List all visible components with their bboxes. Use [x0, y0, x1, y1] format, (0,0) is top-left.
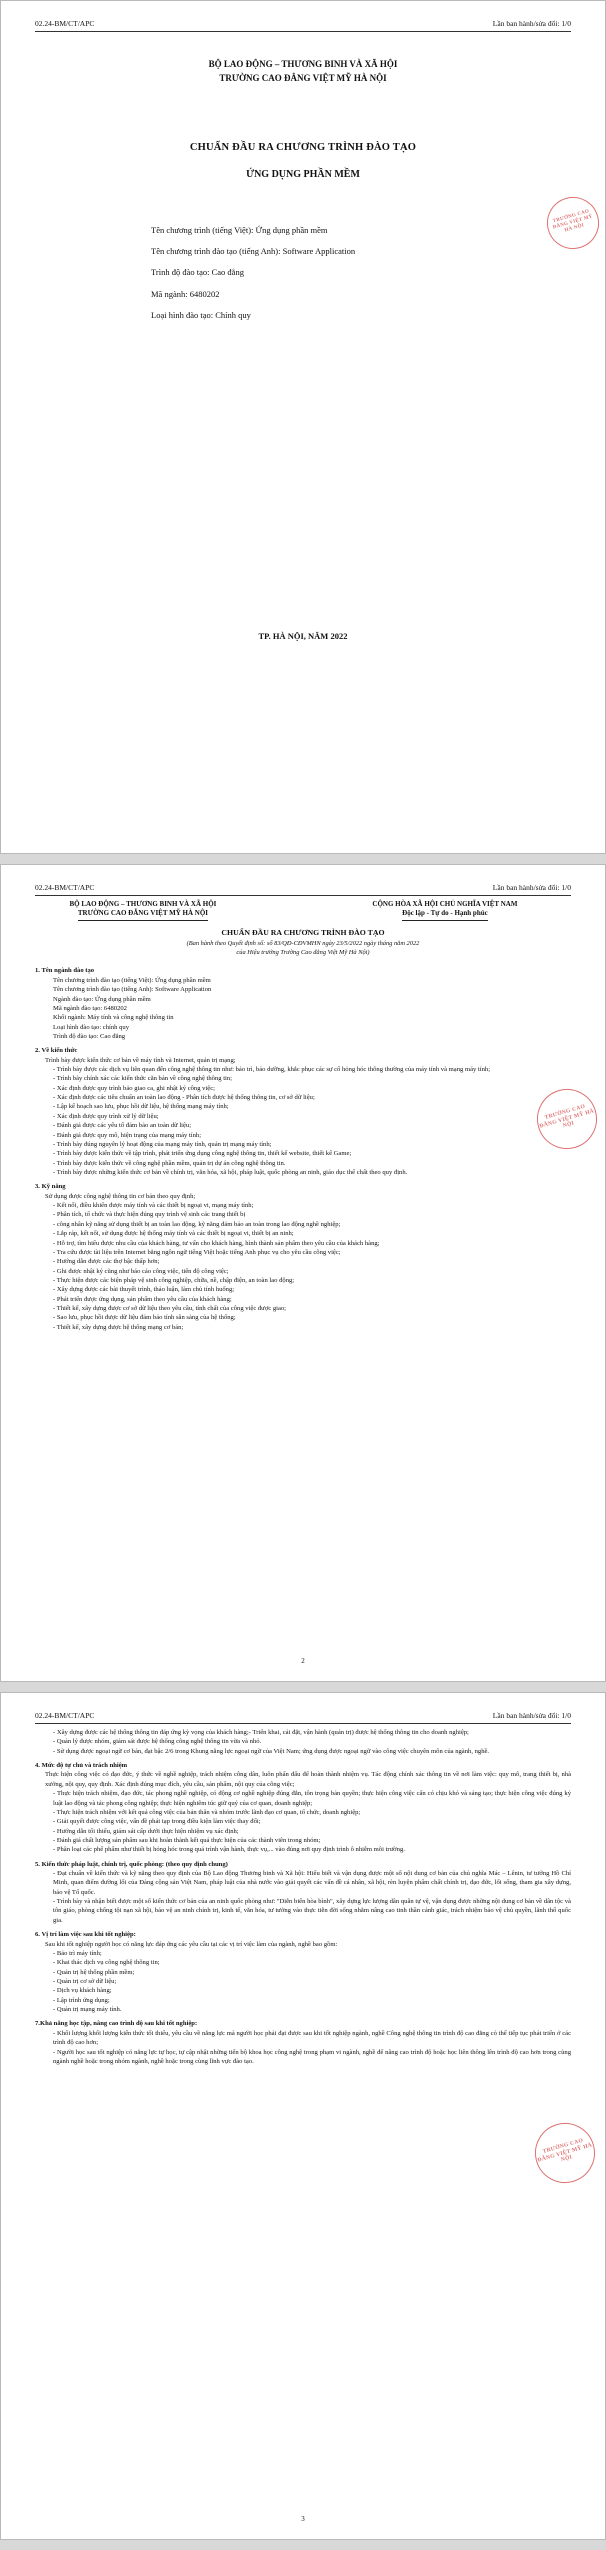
- document-page-1: [0, 0, 606, 854]
- national-motto: Độc lập - Tự do - Hạnh phúc: [402, 909, 488, 920]
- body-line: - Xây dựng được các bài thuyết trình, thảo luận, làm chủ tính huống;: [53, 1286, 235, 1294]
- field-level: Trình độ đào tạo: Cao đẳng: [151, 267, 244, 278]
- section-heading: 3. Kỹ năng: [35, 1183, 66, 1191]
- cover-subtitle: ỨNG DỤNG PHẦN MỀM: [246, 168, 360, 180]
- body-line: - Hướng dẫn tối thiểu, giám sát cấp dưới thực hiện nhiệm vụ xác định;: [53, 1827, 239, 1835]
- page-header: [1, 1711, 605, 1720]
- header-form-code: 02.24-BM/CT/APC: [35, 883, 95, 892]
- letterhead: [1, 900, 605, 921]
- page-number: 3: [301, 2515, 305, 2523]
- body-line: - công nhân kỹ năng sử dụng thiết bị an toàn lao động, kỹ năng đảm bảo an toàn trong lao động nghề nghiệp;: [53, 1220, 341, 1228]
- body-line: - Trình bày và nhận biết được một số kiến thức cơ bản của an ninh quốc phòng như: "Diễn biến hòa bình", xây dựng lực lượng dân quân tự vệ, vận dụng được những nội dung cơ bản về dân tộc và tôn giáo, phòng chống tội nạn xã hội, bảo vệ an ninh chính trị, kinh tế, văn hóa, tư tưởng vào thực tiễn đời sống nhằm nâng cao tinh thần cảnh giác, trách nhiệm bảo vệ chủ quyền, lãnh thổ quốc gia.: [53, 1898, 571, 1924]
- body-line: - Trình bày được kiến thức về tập trình, phát triển ứng dụng công nghệ thông tin, thiết kế website, thiết kế Game;: [53, 1150, 352, 1158]
- cover-footer: TP. HÀ NỘI, NĂM 2022: [258, 631, 348, 641]
- body-line: - Trình bày được các dịch vụ liên quan đến công nghệ thông tin như: bảo trì, bảo dưỡng, khắc phục các sự cố hỏng hóc thông thường của máy tính và mạng máy tính;: [53, 1066, 491, 1074]
- college-name: TRƯỜNG CAO ĐẲNG VIỆT MỸ HÀ NỘI: [78, 909, 208, 920]
- header-divider: [35, 31, 571, 32]
- body-line: - Quản trị hệ thống phần mềm;: [53, 1968, 135, 1976]
- body-line: - Trình bày được những kiến thức cơ bản về chính trị, văn hóa, xã hội, pháp luật, quốc phòng an ninh, giáo dục thể chất theo quy định.: [53, 1168, 408, 1176]
- seal-text: TRƯỜNG CAO ĐẲNG VIỆT MỸ HÀ NỘI: [552, 208, 594, 234]
- body-line: Sau khi tốt nghiệp người học có năng lực đáp ứng các yêu cầu tại các vị trí việc làm của ngành, nghề bao gồm:: [45, 1940, 338, 1948]
- body-line: Tên chương trình đào tạo (tiếng Việt): Ứng dụng phần mềm: [53, 976, 211, 984]
- body-line: - Xác định được quy trình bảo giao ca, ghi nhật ký công việc;: [53, 1084, 215, 1092]
- page-3-body: [1, 1724, 605, 2066]
- seal-text: TRƯỜNG CAO ĐẲNG VIỆT MỸ HÀ NỘI: [536, 2137, 593, 2164]
- body-line: - Đánh giá được quy mô, hiện trạng của mạng máy tính;: [53, 1131, 202, 1139]
- national-title: CỘNG HÒA XÃ HỘI CHỦ NGHĨA VIỆT NAM: [372, 900, 518, 908]
- section-heading: 7.Khả năng học tập, nâng cao trình độ sau khi tốt nghiệp:: [35, 2020, 198, 2028]
- body-line: - Ghi được nhật ký cũng như báo cáo công việc, tiến độ công việc;: [53, 1267, 229, 1275]
- header-form-code: 02.24-BM/CT/APC: [35, 1711, 95, 1720]
- body-line: Sử dụng được công nghệ thông tin cơ bản theo quy định;: [45, 1192, 196, 1200]
- section-heading: 5. Kiến thức pháp luật, chính trị, quốc phòng: (theo quy định chung): [35, 1860, 228, 1868]
- page-header: [1, 883, 605, 892]
- document-page-2: [0, 864, 606, 1682]
- body-line: - Quản lý được nhóm, giám sát được hệ thống công nghệ thông tin vừa và nhỏ.: [53, 1738, 262, 1746]
- body-line: Thực hiện công việc có đạo đức, ý thức về nghề nghiệp, trách nhiệm công dân, luôn phấn đấu để hoàn thành nhiệm vụ. Tác động chính xác thông tin về nơi làm việc: quy mô, trang thiết bị, nhà xưởng, nội quy, quy định. Xác định đúng mục đích, yêu cầu, sản phẩm, nội quy của công việc;: [45, 1771, 571, 1788]
- body-line: - Khai thác dịch vụ công nghệ thông tin;: [53, 1959, 160, 1967]
- body-line: - Lập trình ứng dụng;: [53, 1996, 110, 2004]
- body-line: - Hướng dẫn được các thợ bậc thấp hơn;: [53, 1258, 160, 1266]
- cover-title: CHUẨN ĐẦU RA CHƯƠNG TRÌNH ĐÀO TẠO: [189, 141, 417, 153]
- section-heading: 1. Tên ngành đào tạo: [35, 967, 95, 975]
- body-line: - Trình bày đúng nguyên lý hoạt động của mạng máy tính, quản trị mạng máy tính;: [53, 1140, 272, 1148]
- body-line: - Người học sau tốt nghiệp có năng lực tự học, tự cập nhật những tiến bộ khoa học công nghệ trong phạm vi ngành, nghề để nâng cao trình độ hoặc học liên thông lên trình độ cao hơn trong cùng ngành nghề hoặc trong nhóm ngành, nghề hoặc trong cùng lĩnh vực đào tạo.: [53, 2048, 571, 2065]
- body-line: Trình bày được kiến thức cơ bản về máy tính và Internet, quản trị mạng;: [45, 1056, 236, 1064]
- document-decision-note: [1, 939, 605, 958]
- body-line: - Dịch vụ khách hàng;: [53, 1987, 112, 1995]
- field-program-name-vi: Tên chương trình (tiếng Việt): Ứng dụng phần mềm: [151, 224, 328, 235]
- decision-line-1: (Ban hành theo Quyết định số: số 83/QĐ-CĐVMHN ngày 23/5/2022 ngày tháng năm 2022: [186, 939, 420, 947]
- page-header: [1, 19, 605, 28]
- section-heading: 4. Mức độ tự chủ và trách nhiệm: [35, 1762, 128, 1770]
- section-heading: 6. Vị trí làm việc sau khi tốt nghiệp:: [35, 1931, 136, 1939]
- body-line: - Phân tích, tổ chức và thực hiện đúng quy trình vệ sinh các trang thiết bị: [53, 1211, 246, 1219]
- body-line: - Trình bày được kiến thức về công nghệ phần mềm, quản trị dự án công nghệ thông tin.: [53, 1159, 286, 1167]
- header-revision: Lần ban hành/sửa đổi: 1/0: [492, 19, 571, 28]
- body-line: - Đánh giá được các yếu tố đảm bảo an toàn dữ liệu;: [53, 1122, 192, 1130]
- page-2-body: [1, 957, 605, 1332]
- official-seal-stamp: [528, 2116, 602, 2190]
- body-line: - Khối lượng khối lượng kiến thức tối thiểu, yêu cầu về năng lực mà người học phải đạt được sau khi tốt nghiệp ngành, nghề Công nghệ thông tin trình độ cao đẳng có thể tiếp tục phát triển ở các trình độ cao hơn;: [53, 2029, 571, 2047]
- organization-block: [1, 58, 605, 86]
- body-line: Trình độ đào tạo: Cao đẳng: [53, 1032, 126, 1040]
- body-line: - Xây dựng được các hệ thống thông tin đáp ứng kỳ vọng của khách hàng;- Triển khai, cải đặt, vận hành (quản trị) được hệ thống thông tin cho doanh nghiệp;: [53, 1729, 469, 1736]
- body-line: Mã ngành đào tạo: 6480202: [53, 1004, 127, 1012]
- body-line: Loại hình đào tạo: chính quy: [53, 1023, 129, 1031]
- header-divider: [35, 895, 571, 896]
- body-line: - Quản trị cơ sở dữ liệu;: [53, 1977, 117, 1985]
- body-line: - Hỗ trợ, tìm hiểu được nhu cầu của khách hàng, tư vấn cho khách hàng, hình thành sản phẩm theo yêu cầu của khách hàng;: [53, 1239, 380, 1247]
- college-name: TRƯỜNG CAO ĐẲNG VIỆT MỸ HÀ NỘI: [219, 72, 387, 83]
- body-line: - Thực hiện được các biện pháp vệ sinh công nghiệp, chữa, nề, chập điện, an toàn lao động;: [53, 1276, 295, 1284]
- body-line: - Giải quyết được công việc, vấn đề phát tạp trong điều kiện làm việc thay đổi;: [53, 1818, 261, 1826]
- body-line: - Kết nối, điều khiển được máy tính và các thiết bị ngoại vi, mạng máy tính;: [53, 1202, 254, 1210]
- body-line: - Phát triển được ứng dụng, sản phẩm theo yêu cầu của khách hàng;: [53, 1295, 232, 1303]
- body-line: Khối ngành: Máy tính và công nghệ thông tin: [53, 1014, 174, 1022]
- header-form-code: 02.24-BM/CT/APC: [35, 19, 95, 28]
- body-line: - Lập kế hoạch sao lưu, phục hồi dữ liệu, hệ thống mạng máy tính;: [53, 1103, 229, 1111]
- body-line: - Thiết kế, xây dựng được hệ thống mạng cơ bản;: [53, 1323, 184, 1331]
- field-major-code: Mã ngành: 6480202: [151, 288, 220, 299]
- field-training-type: Loại hình đào tạo: Chính quy: [151, 309, 251, 320]
- field-program-name-en: Tên chương trình đào tạo (tiếng Anh): Software Application: [151, 246, 356, 257]
- body-line: - Thiết kế, xây dựng được cơ sở dữ liệu theo yêu cầu, tính chất của công việc được giao;: [53, 1305, 287, 1313]
- body-line: - Sao lưu, phục hồi được dữ liệu đảm bảo tính sẵn sàng của hệ thống;: [53, 1314, 236, 1322]
- ministry-name: BỘ LAO ĐỘNG – THƯƠNG BINH VÀ XÃ HỘI: [69, 900, 217, 908]
- body-line: - Xác định được quy trình xử lý dữ liệu;: [53, 1112, 159, 1120]
- body-line: Ngành đào tạo: Ứng dụng phần mềm: [53, 995, 151, 1003]
- body-line: - Bảo trì máy tính;: [53, 1949, 102, 1957]
- cover-field-list: [151, 220, 605, 326]
- header-revision: Lần ban hành/sửa đổi: 1/0: [492, 883, 571, 892]
- body-line: Tên chương trình đào tạo (tiếng Anh): Software Application: [53, 986, 212, 994]
- document-page-3: [0, 1692, 606, 2540]
- body-line: - Tra cứu được tài liệu trên Internet bằng ngôn ngữ tiếng Việt hoặc tiếng Anh phục vụ cho yêu cầu công việc;: [53, 1248, 341, 1256]
- body-line: - Lắp ráp, kết nối, sử dụng được hệ thống máy tính và các thiết bị ngoại vi, thiết bị an ninh;: [53, 1230, 294, 1238]
- seal-text: TRƯỜNG CAO ĐẲNG VIỆT MỸ HÀ NỘI: [538, 1103, 595, 1130]
- document-title: CHUẨN ĐẦU RA CHƯƠNG TRÌNH ĐÀO TẠO: [221, 927, 385, 937]
- section-heading: 2. Về kiến thức: [35, 1047, 78, 1055]
- body-line: - Đạt chuẩn về kiến thức và kỹ năng theo quy định của Bộ Lao động Thương binh và Xã hội: Hiểu biết và vận dụng được một số nội dung cơ bản của chủ nghĩa Mác – Lênin, tư tưởng Hồ Chí Minh, quan điểm đường lối của Đảng cộng sản Việt Nam, pháp luật của nhà nước vào giải quyết các vấn đề cá nhân, xã hội, rèn luyện phẩm chất chính trị, đạo đức, lối sống, tham gia xây dựng, bảo vệ Tổ quốc.: [53, 1870, 571, 1896]
- body-line: - Quản trị mạng máy tính.: [53, 2006, 122, 2014]
- body-line: - Thực hiện trách nhiệm, đạo đức, tác phong nghề nghiệp, có động cơ nghề nghiệp đúng đắn, tôn trọng bản quyền; thực hiện công việc cẩn có chịu khó và sáng tạo; thực hiện công việc đúng kỷ luật lao động và tác phong công nghiệp; thực hiện nghiêm túc giữ quý của cơ quan, doanh nghiệp;: [53, 1790, 571, 1807]
- header-revision: Lần ban hành/sửa đổi: 1/0: [492, 1711, 571, 1720]
- body-line: - Sử dụng được ngoại ngữ cơ bản, đạt bậc 2/6 trong Khung năng lực ngoại ngữ của Việt Nam; ứng dụng được ngoại ngữ vào công việc chuyên môn của ngành, nghề.: [53, 1747, 490, 1755]
- body-line: - Trình bày chính xác các kiến thức căn bản về công nghệ thông tin;: [53, 1075, 232, 1083]
- page-number: 2: [301, 1657, 305, 1665]
- ministry-name: BỘ LAO ĐỘNG – THƯƠNG BINH VÀ XÃ HỘI: [208, 59, 398, 69]
- decision-line-2: của Hiệu trưởng Trường Cao đẳng Việt Mỹ Hà Nội): [236, 949, 370, 957]
- body-line: - Đánh giá chất lượng sản phẩm sau khi hoàn thành kết quả thực hiện của các thành viên trong nhóm;: [53, 1836, 321, 1844]
- body-line: - Phân loại các phế phẩm như thiết bị hỏng hóc trong quá trình vận hành, thực vụ,... vào đúng nơi quy định trình ô nhiễm môi trường.: [53, 1846, 405, 1854]
- body-line: - Thực hiện trách nhiệm với kết quả công việc của bản thân và nhóm trước lãnh đạo cơ quan, tổ chức, doanh nghiệp;: [53, 1808, 361, 1816]
- body-line: - Xác định được các tiêu chuẩn an toàn lao động - Phân tích được hệ thống thông tin, cơ sở dữ liệu;: [53, 1094, 315, 1102]
